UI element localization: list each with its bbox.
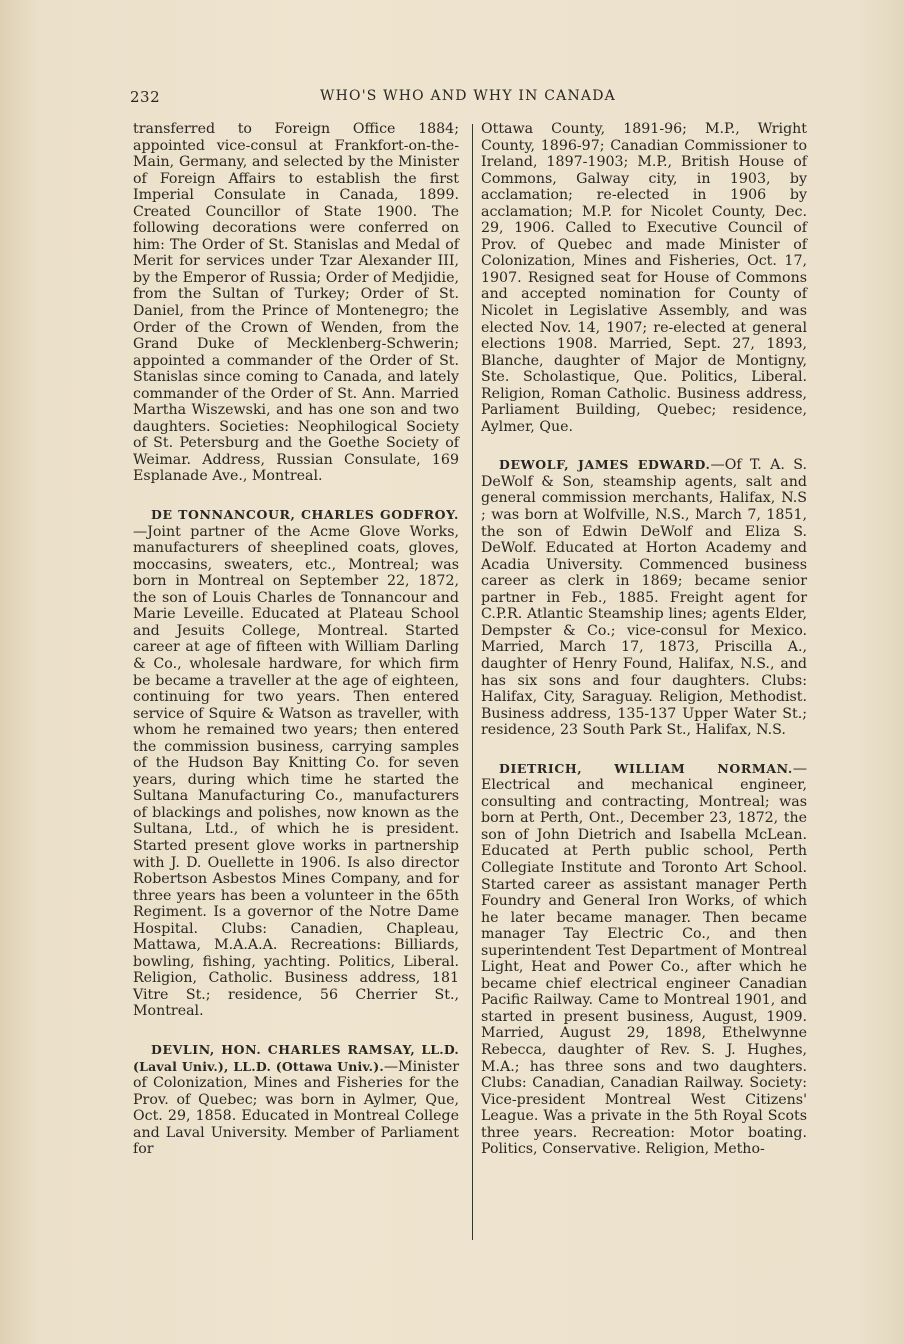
entry-name: DEVLIN, HON. CHARLES RAMSAY, <box>151 1041 416 1057</box>
entry-text: transferred to Foreign Office 1884; appointed vice-consul at Frankfort-on-the-Main, Germany, and selected by the Minister of Foreign Affairs to establish the first Imperial Consulate in Canada, 1899. Created Councillor of State 1900. The following decorations were conferred on him: The Order of St. Stanislas and Medal of Merit for services under Tzar Alexander III, by the Emperor of Russia; Order of Medjidie, from the Sultan of Turkey; Order of St. Daniel, from the Prince of Montenegro; the Order of the Crown of Wenden, from the Grand Duke of Mecklenberg-Schwerin; appointed a commander of the Order of St. Stanislas since coming to Canada, and lately commander of the Order of St. Ann. Married Martha Wiszewski, and has one son and two daughters. Societies: Neophilogical Society of St. Petersburg and the Goethe Society of Weimar. Address, Russian Consulate, 169 Esplanade Ave., Montreal. <box>133 121 459 485</box>
entry-text: —Of T. A. S. DeWolf & Son, steamship agents, salt and general commission merchants, Halifax, N.S ; was born at Wolfville, N.S., March 7, 1851, the son of Edwin DeWolf and Eliza S. DeWolf. Educated at Horton Academy and Acadia University. Commenced business career as clerk in 1869; became senior partner in Feb., 1885. Freight agent for C.P.R. Atlantic Steamship lines; agents Elder, Dempster & Co.; vice-consul for Mexico. Married, March 17, 1873, Priscilla A., daughter of Henry Found, Halifax, N.S., and has six sons and four daughters. Clubs: Halifax, City, Saraguay. Religion, Methodist. Business address, 135-137 Upper Water St.; residence, 23 South Park St., Halifax, N.S. <box>481 457 807 739</box>
left-column <box>133 121 459 1180</box>
entry-degrees: LL.D. (Laval Univ.), LL.D. (Ottawa Univ.). <box>133 1041 459 1074</box>
column-divider <box>472 124 473 1240</box>
right-column <box>481 121 807 1180</box>
entry-text: —Joint partner of the Acme Glove Works, manufacturers of sheeplined coats, gloves, moccasins, sweaters, etc., Montreal; was born in Montreal on September 22, 1872, the son of Louis Charles de Tonnancour and Marie Leveille. Educated at Plateau School and Jesuits College, Montreal. Started career at age of fifteen with William Darling & Co., wholesale hardware, for which firm be became a traveller at the age of eighteen, continuing for two years. Then entered service of Squire & Watson as traveller, with whom he remained two years; then entered the commission business, carrying samples of the Hudson Bay Knitting Co. for seven years, during which time he started the Sultana Manufacturing Co., manufacturers of blackings and polishes, now known as the Sultana, Ltd., of which he is president. Started present glove works in partnership with J. D. Ouellette in 1906. Is also director Robertson Asbestos Mines Company, and for three years has been a volunteer in the 65th Regiment. Is a governor of the Notre Dame Hospital. Clubs: Canadien, Chapleau, Mattawa, M.A.A.A. Recreations: Billiards, bowling, fishing, yachting. Politics, Liberal. Religion, Catholic. Business address, 181 Vitre St.; residence, 56 Cherrier St., Montreal. <box>133 523 459 1020</box>
entry-text: —Electrical and mechanical engineer, consulting and contracting, Montreal; was born at Perth, Ont., December 23, 1872, the son of John Dietrich and Isabella McLean. Educated at Perth public school, Perth Collegiate Institute and Toronto Art School. Started career as assistant manager Perth Foundry and General Iron Works, of which he later became manager. Then became manager Tay Electric Co., and then superintendent Test Department of Montreal Light, Heat and Power Co., after which he became chief electrical engineer Canadian Pacific Railway. Came to Montreal 1901, and started in present business, August, 1909. Married, August 29, 1898, Ethelwynne Rebecca, daughter of Rev. S. J. Hughes, M.A.; has three sons and two daughters. Clubs: Canadian, Canadian Railway. Society: Vice-president Montreal West Citizens' League. Was a private in the 5th Royal Scots three years. Recreation: Motor boating. Politics, Conservative. Religion, Metho- <box>481 760 807 1158</box>
biography-entry <box>481 761 807 1158</box>
entry-name: DIETRICH, WILLIAM NORMAN. <box>499 760 793 776</box>
entry-text: Ottawa County, 1891-96; M.P., Wright County, 1896-97; Canadian Commissioner to Ireland, 1897-1903; M.P., British House of Commons, Galway city, in 1903, by acclamation; re-elected in 1906 by acclamation; M.P. for Nicolet County, Dec. 29, 1906. Called to Executive Council of Prov. of Quebec and made Minister of Colonization, Mines and Fisheries, Oct. 17, 1907. Resigned seat for House of Commons and accepted nomination for County of Nicolet in Legislative Assembly, and was elected Nov. 14, 1907; re-elected at general elections 1908. Married, Sept. 27, 1893, Blanche, daughter of Major de Montigny, Ste. Scholastique, Que. Politics, Liberal. Religion, Roman Catholic. Business address, Parliament Building, Quebec; residence, Aylmer, Que. <box>481 121 807 435</box>
biography-entry <box>133 1042 459 1158</box>
entry-name: DEWOLF, JAMES EDWARD. <box>499 457 711 473</box>
page-number: 232 <box>130 88 161 106</box>
continuation-entry <box>481 121 807 435</box>
continuation-entry <box>133 121 459 485</box>
biography-entry <box>133 507 459 1020</box>
biography-entry <box>481 457 807 738</box>
entry-text: —Minister of Colonization, Mines and Fisheries for the Prov. of Quebec; was born in Aylmer, Que, Oct. 29, 1858. Educated in Montreal College and Laval University. Member of Parliament for <box>133 1058 459 1158</box>
page-header <box>130 88 806 110</box>
entry-name: DE TONNANCOUR, CHARLES GODFROY. <box>151 507 459 523</box>
running-title: WHO'S WHO AND WHY IN CANADA <box>320 88 616 104</box>
